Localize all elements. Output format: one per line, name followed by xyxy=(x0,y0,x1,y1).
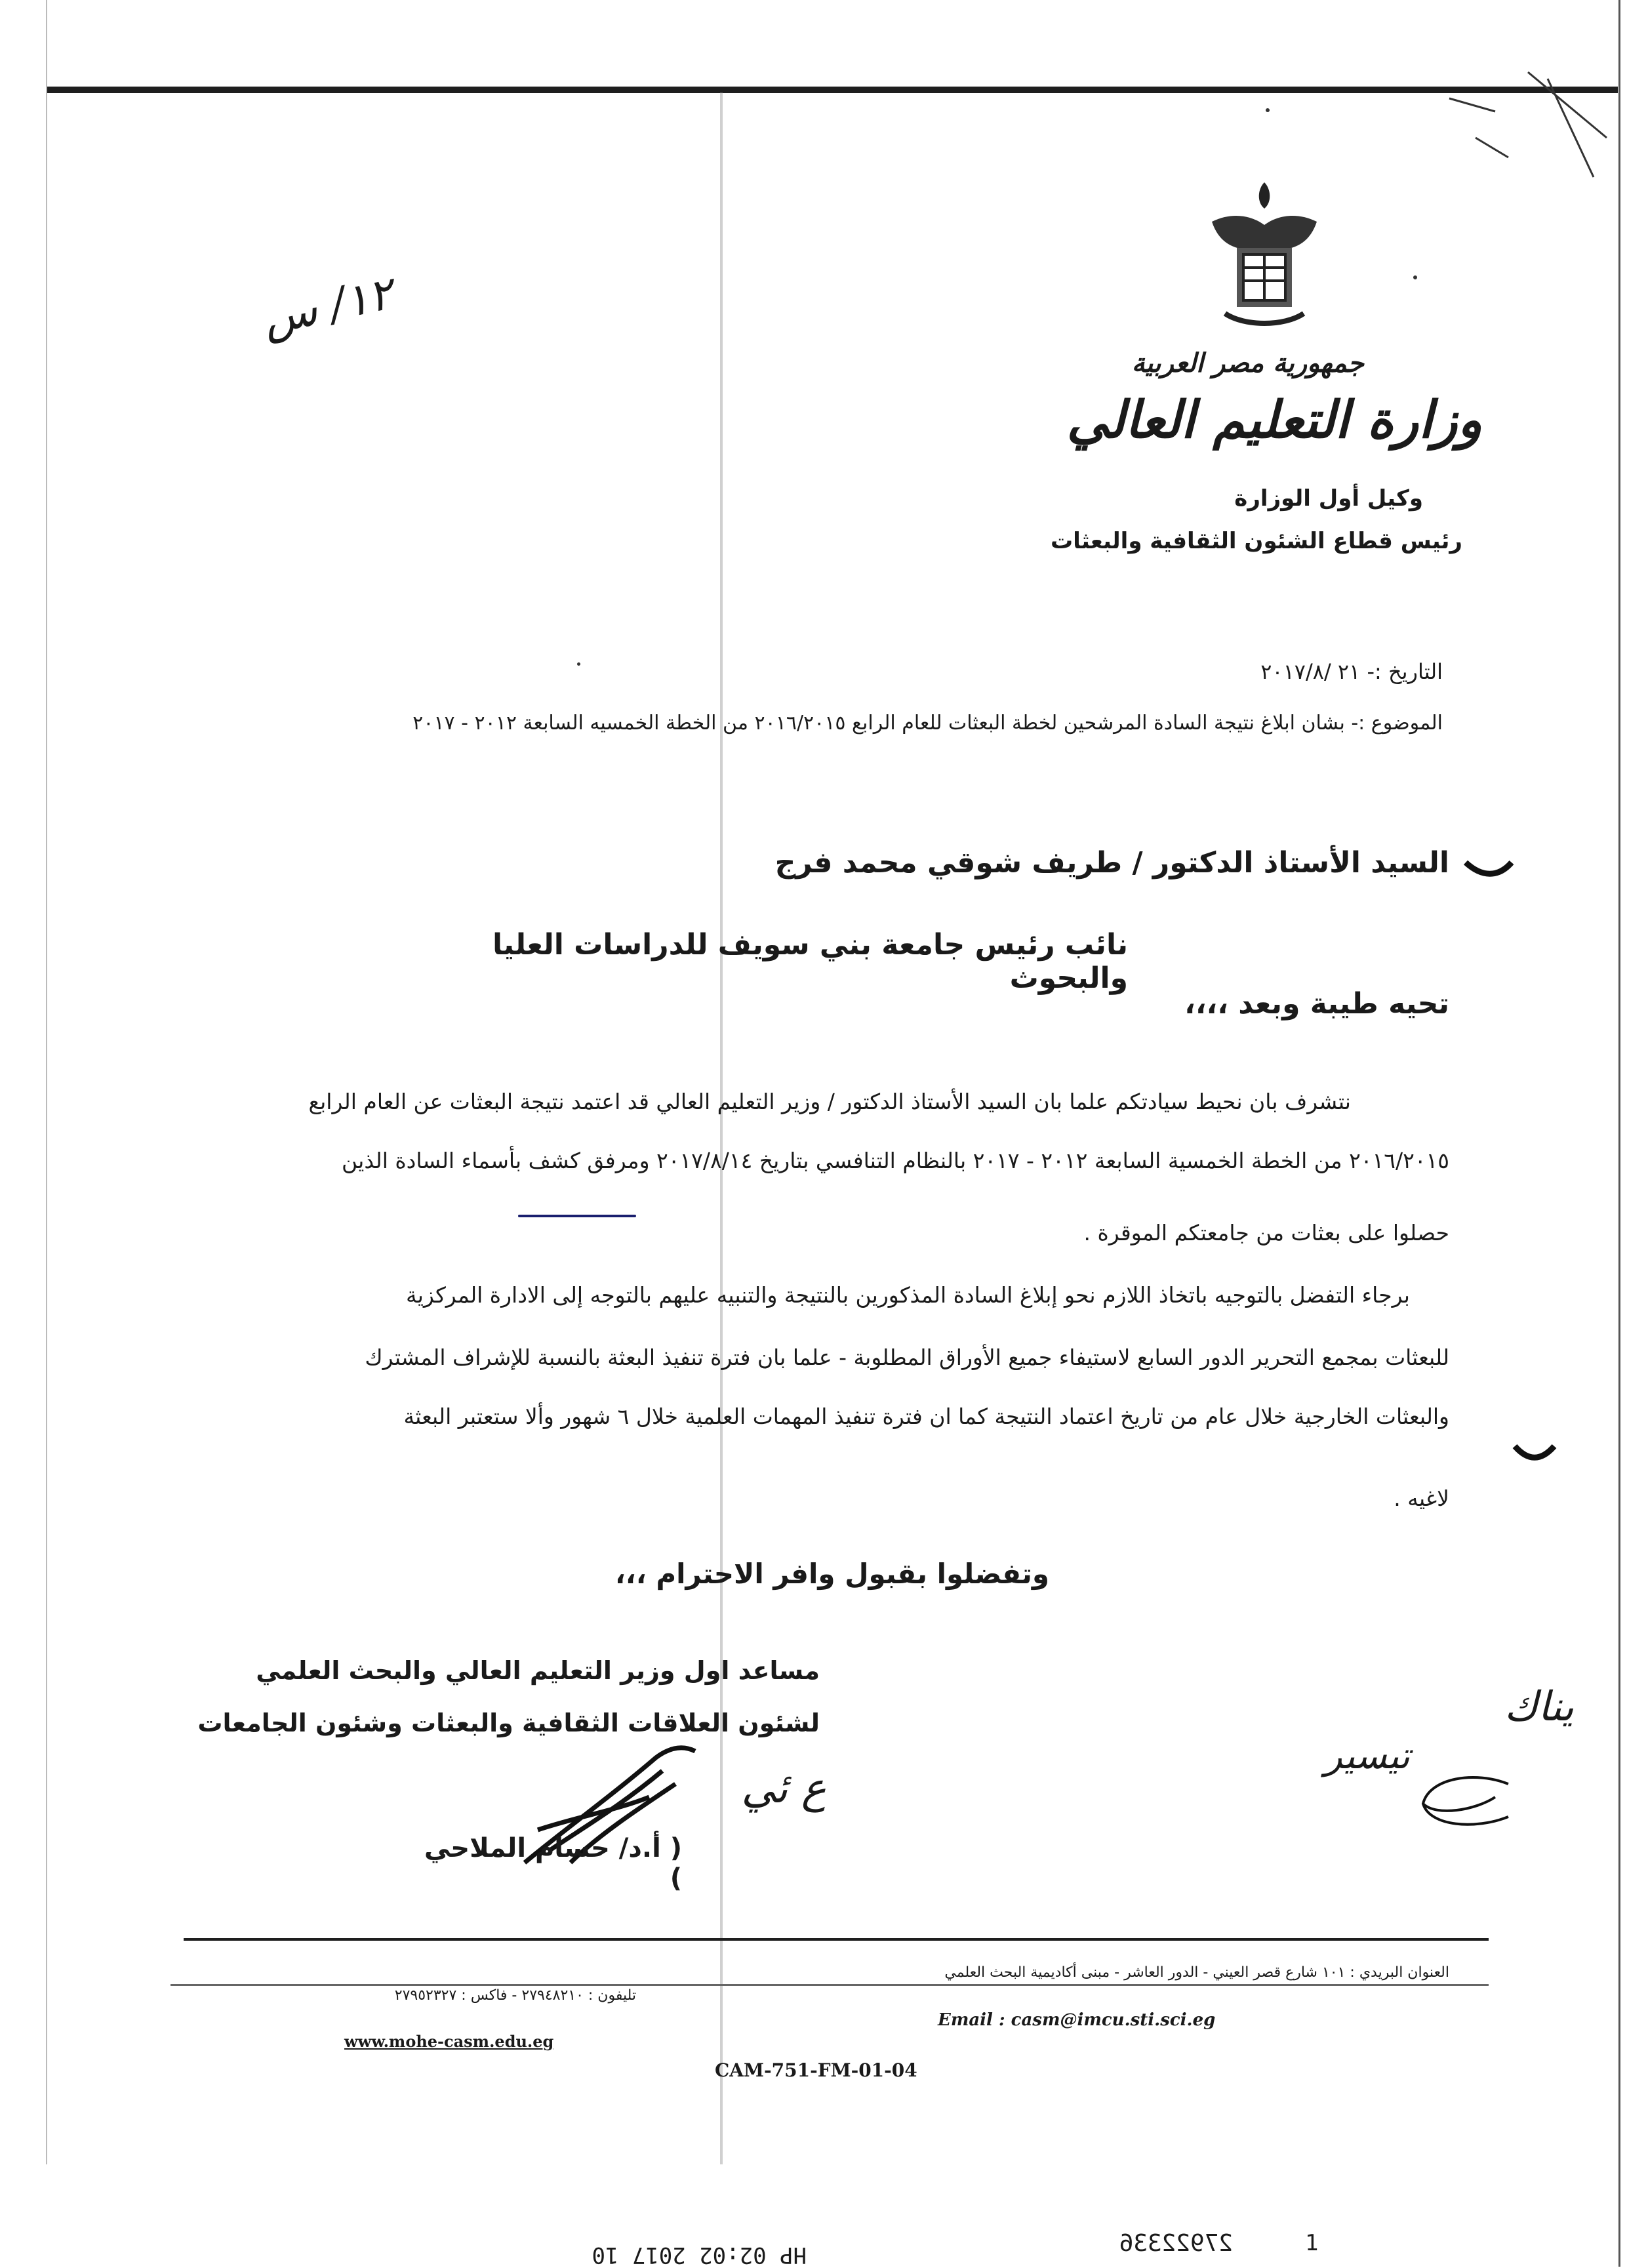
footer-rule-2 xyxy=(171,1984,1489,1986)
footer-phone: تليفون : ٢٧٩٤٨٢١٠ - فاكس : ٢٧٩٥٢٣٢٧ xyxy=(394,1987,636,2004)
margin-scribble-icon xyxy=(1410,1764,1515,1836)
ministry-name: وزارة التعليم العالي xyxy=(1066,390,1482,450)
footer-rule-1 xyxy=(184,1938,1489,1941)
paragraph-2-line-4: لاغيه . xyxy=(1394,1486,1449,1511)
handwritten-note: ع ئي xyxy=(741,1764,826,1813)
footer-email: Email : casm@imcu.sti.sci.eg xyxy=(938,2010,1216,2030)
signatory-name: ( أ.د/ حسام الملاحي ) xyxy=(424,1833,682,1893)
signatory-title-2: لشئون العلاقات الثقافية والبعثات وشئون الجامعات xyxy=(197,1709,820,1737)
addressee-title: نائب رئيس جامعة بني سويف للدراسات العليا والبحوث xyxy=(492,928,1128,995)
greeting: تحيه طيبة وبعد ،،،، xyxy=(1184,987,1449,1021)
margin-note-1: يناك xyxy=(1504,1682,1574,1730)
closing: وتفضلوا بقبول وافر الاحترام ،،، xyxy=(614,1558,1049,1590)
letterhead-title-1: وكيل أول الوزارة xyxy=(1234,485,1423,512)
country-name: جمهورية مصر العربية xyxy=(1131,348,1364,378)
left-border xyxy=(46,0,47,2164)
subject-line: الموضوع :- بشان ابلاغ نتيجة السادة المرشحين لخطة البعثات للعام الرابع ٢٠١٦/٢٠١٥ من الخطة الخمسيه السابعة ٢٠١٢ - ٢٠١٧ xyxy=(412,712,1443,735)
handwritten-reference: ١٢/ س xyxy=(258,267,397,346)
signatory-title-1: مساعد اول وزير التعليم العالي والبحث العلمي xyxy=(256,1656,820,1685)
right-border xyxy=(1618,0,1620,2267)
eagle-emblem-icon xyxy=(1205,176,1323,340)
paragraph-1-line-3: حصلوا على بعثات من جامعتكم الموقرة . xyxy=(1083,1220,1449,1245)
paragraph-1-line-1: نتشرف بان نحيط سيادتكم علما بان السيد الأستاذ الدكتور / وزير التعليم العالي قد اعتمد نتيجة البعثات عن العام الرابع xyxy=(308,1089,1351,1114)
paragraph-2-line-2: للبعثات بمجمع التحرير الدور السابع لاستيفاء جميع الأوراق المطلوبة - علما بان فترة تنفيذ البعثة بالنسبة للإشراف المشترك xyxy=(365,1345,1449,1370)
paragraph-2-line-1: برجاء التفضل بالتوجيه باتخاذ اللازم نحو إبلاغ السادة المذكورين بالنتيجة والتنبيه عليهم بالتوجه إلى الادارة المركزية xyxy=(406,1282,1410,1308)
footer-website: www.mohe-casm.edu.eg xyxy=(344,2032,554,2051)
paragraph-1-line-2: ٢٠١٦/٢٠١٥ من الخطة الخمسية السابعة ٢٠١٢ - ٢٠١٧ بالنظام التنافسي بتاريخ ٢٠١٧/٨/١٤ ومرفق كشف بأسماء السادة الذين xyxy=(342,1148,1449,1173)
margin-note-2: تيسير xyxy=(1324,1735,1410,1777)
form-code: CAM-751-FM-01-04 xyxy=(715,2059,917,2081)
letterhead-title-2: رئيس قطاع الشئون الثقافية والبعثات xyxy=(1051,528,1462,554)
date-underline xyxy=(518,1215,636,1217)
top-rule xyxy=(47,87,1618,93)
paragraph-2-line-3: والبعثات الخارجية خلال عام من تاريخ اعتماد النتيجة كما ان فترة تنفيذ المهمات العلمية خلال ٦ شهور وألا ستعتبر البعثة xyxy=(403,1404,1449,1429)
addressee-name: السيد الأستاذ الدكتور / طريف شوقي محمد فرج xyxy=(774,846,1449,880)
footer-address: العنوان البريدي : ١٠١ شارع قصر العيني - الدور العاشر - مبنى أكاديمية البحث العلمي xyxy=(944,1964,1449,1981)
margin-mark-icon-2 xyxy=(1512,1443,1557,1463)
margin-mark-icon xyxy=(1462,859,1515,879)
date-line: التاريخ :- ٢١ /٢٠١٧/٨ xyxy=(1260,659,1443,684)
fax-number: 27922336 xyxy=(1119,2230,1233,2257)
fax-page-number: 1 xyxy=(1305,2230,1319,2256)
corner-scribble-icon xyxy=(1436,59,1613,190)
fax-timestamp: HP 02:02 2017 10 xyxy=(592,2242,807,2268)
